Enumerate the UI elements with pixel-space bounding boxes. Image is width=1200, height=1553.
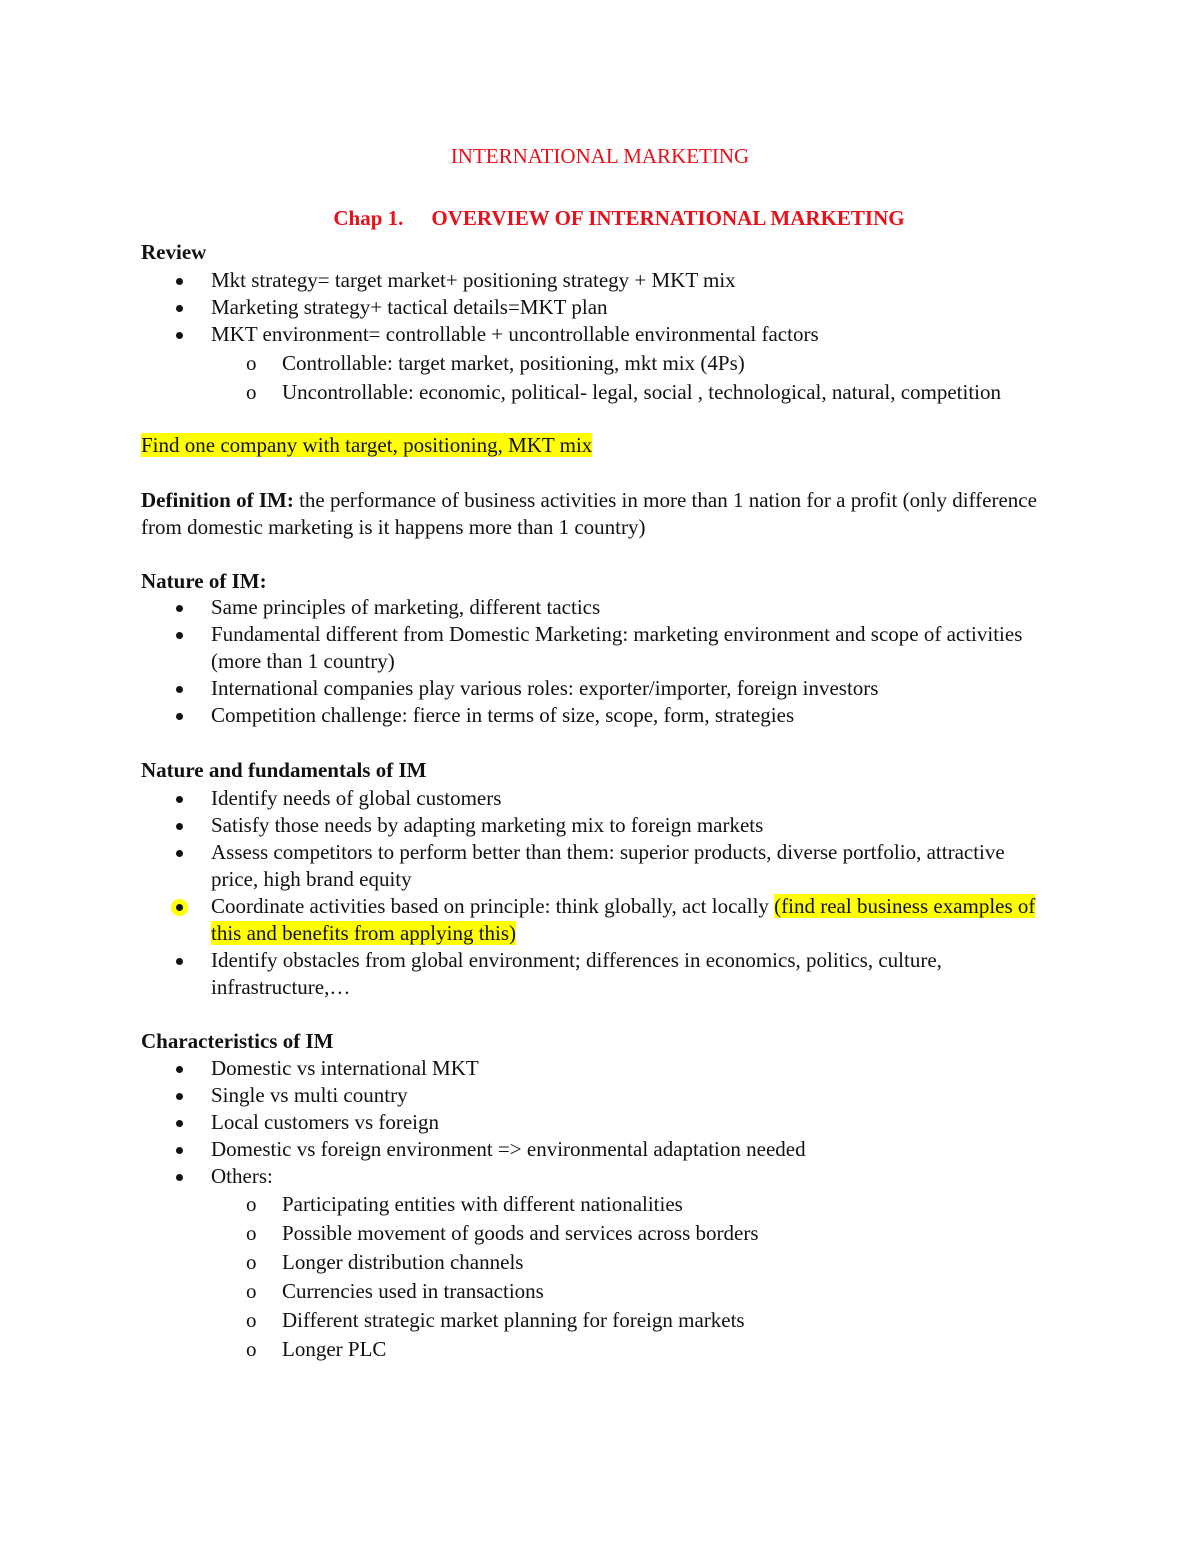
list-item: Identify obstacles from global environment; differences in economics, politics, culture, infrastructure,… <box>0 947 1041 1001</box>
sublist-item: o Controllable: target market, positioning, mkt mix (4Ps) <box>246 351 745 375</box>
bullet-icon <box>176 850 183 857</box>
bullet-icon <box>176 796 183 803</box>
sublist-item: o Participating entities with different nationalities <box>246 1192 683 1216</box>
list-item: Same principles of marketing, different tactics <box>0 594 1041 621</box>
fundamentals-heading: Nature and fundamentals of IM <box>141 758 427 782</box>
list-item: Identify needs of global customers <box>0 785 1041 812</box>
circle-bullet-icon: o <box>246 380 257 404</box>
bullet-icon <box>176 823 183 830</box>
characteristics-list <box>0 1055 1041 1363</box>
highlighted-note: (find real business examples of this and benefits from applying this) <box>211 894 1036 945</box>
list-item: International companies play various roles: exporter/importer, foreign investors <box>0 675 1041 702</box>
list-item: Others: o Participating entities with different nationalities o Possible movement of goods and services across borders o Longer distribution channels o Currencies used in transactions o Different strategic market planning for foreign markets o Longer PLC <box>0 1163 1041 1363</box>
list-item: Assess competitors to perform better than them: superior products, diverse portfolio, attractive price, high brand equity <box>0 839 1041 893</box>
bullet-icon <box>176 686 183 693</box>
circle-bullet-icon: o <box>246 1221 257 1245</box>
chapter-name: OVERVIEW OF INTERNATIONAL MARKETING <box>431 206 905 230</box>
list-item: Single vs multi country <box>0 1082 1041 1109</box>
chapter-title <box>0 205 1200 231</box>
definition-text: the performance of business activities in more than 1 nation for a profit (only difference from domestic marketing is it happens more than 1 country) <box>141 488 1037 539</box>
list-item: Marketing strategy+ tactical details=MKT plan <box>0 294 1041 321</box>
bullet-icon <box>176 958 183 965</box>
sublist-item: o Longer distribution channels <box>246 1250 524 1274</box>
review-sublist <box>211 350 1041 406</box>
bullet-icon <box>176 332 183 339</box>
document-title: INTERNATIONAL MARKETING <box>450 144 750 168</box>
sublist-item: o Different strategic market planning for foreign markets <box>246 1308 745 1332</box>
highlighted-task: Find one company with target, positioning, MKT mix <box>141 433 593 457</box>
list-item: Domestic vs foreign environment => environmental adaptation needed <box>0 1136 1041 1163</box>
sublist-item: o Longer PLC <box>246 1337 387 1361</box>
bullet-icon <box>176 278 183 285</box>
review-heading: Review <box>141 240 207 264</box>
others-sublist <box>211 1191 1041 1363</box>
bullet-icon <box>176 1120 183 1127</box>
list-item: Competition challenge: fierce in terms of size, scope, form, strategies <box>0 702 1041 729</box>
definition-paragraph <box>141 487 1051 541</box>
nature-list <box>0 594 1041 729</box>
sublist-item: o Currencies used in transactions <box>246 1279 544 1303</box>
bullet-icon <box>176 713 183 720</box>
sublist-item: o Possible movement of goods and services across borders <box>246 1221 759 1245</box>
bullet-icon <box>176 305 183 312</box>
list-item: Satisfy those needs by adapting marketing mix to foreign markets <box>0 812 1041 839</box>
bullet-icon <box>176 632 183 639</box>
chapter-number: Chap 1. <box>333 206 404 230</box>
review-task <box>141 432 592 459</box>
list-item: Mkt strategy= target market+ positioning strategy + MKT mix <box>0 267 1041 294</box>
circle-bullet-icon: o <box>246 1250 257 1274</box>
circle-bullet-icon: o <box>246 1308 257 1332</box>
fundamentals-list <box>0 785 1041 1001</box>
circle-bullet-icon: o <box>246 1192 257 1216</box>
bullet-icon <box>176 1093 183 1100</box>
nature-heading: Nature of IM: <box>141 569 267 593</box>
circle-bullet-icon: o <box>246 1279 257 1303</box>
circle-bullet-icon: o <box>246 1337 257 1361</box>
bullet-icon <box>176 904 183 911</box>
bullet-icon <box>176 1066 183 1073</box>
list-item: MKT environment= controllable + uncontrollable environmental factors o Controllable: target market, positioning, mkt mix (4Ps) o Uncontrollable: economic, political- legal, social , technological, natural, competition <box>0 321 1041 406</box>
list-item: Coordinate activities based on principle: think globally, act locally (find real business examples of this and benefits from applying this) <box>0 893 1041 947</box>
list-item: Local customers vs foreign <box>0 1109 1041 1136</box>
sublist-item: o Uncontrollable: economic, political- legal, social , technological, natural, competition <box>246 380 1002 404</box>
list-item: Domestic vs international MKT <box>0 1055 1041 1082</box>
review-list <box>0 267 1041 406</box>
list-item: Fundamental different from Domestic Marketing: marketing environment and scope of activities (more than 1 country) <box>0 621 1041 675</box>
bullet-icon <box>176 605 183 612</box>
bullet-icon <box>176 1147 183 1154</box>
circle-bullet-icon: o <box>246 351 257 375</box>
definition-label: Definition of IM: <box>141 488 294 512</box>
bullet-icon <box>176 1174 183 1181</box>
characteristics-heading: Characteristics of IM <box>141 1029 334 1053</box>
